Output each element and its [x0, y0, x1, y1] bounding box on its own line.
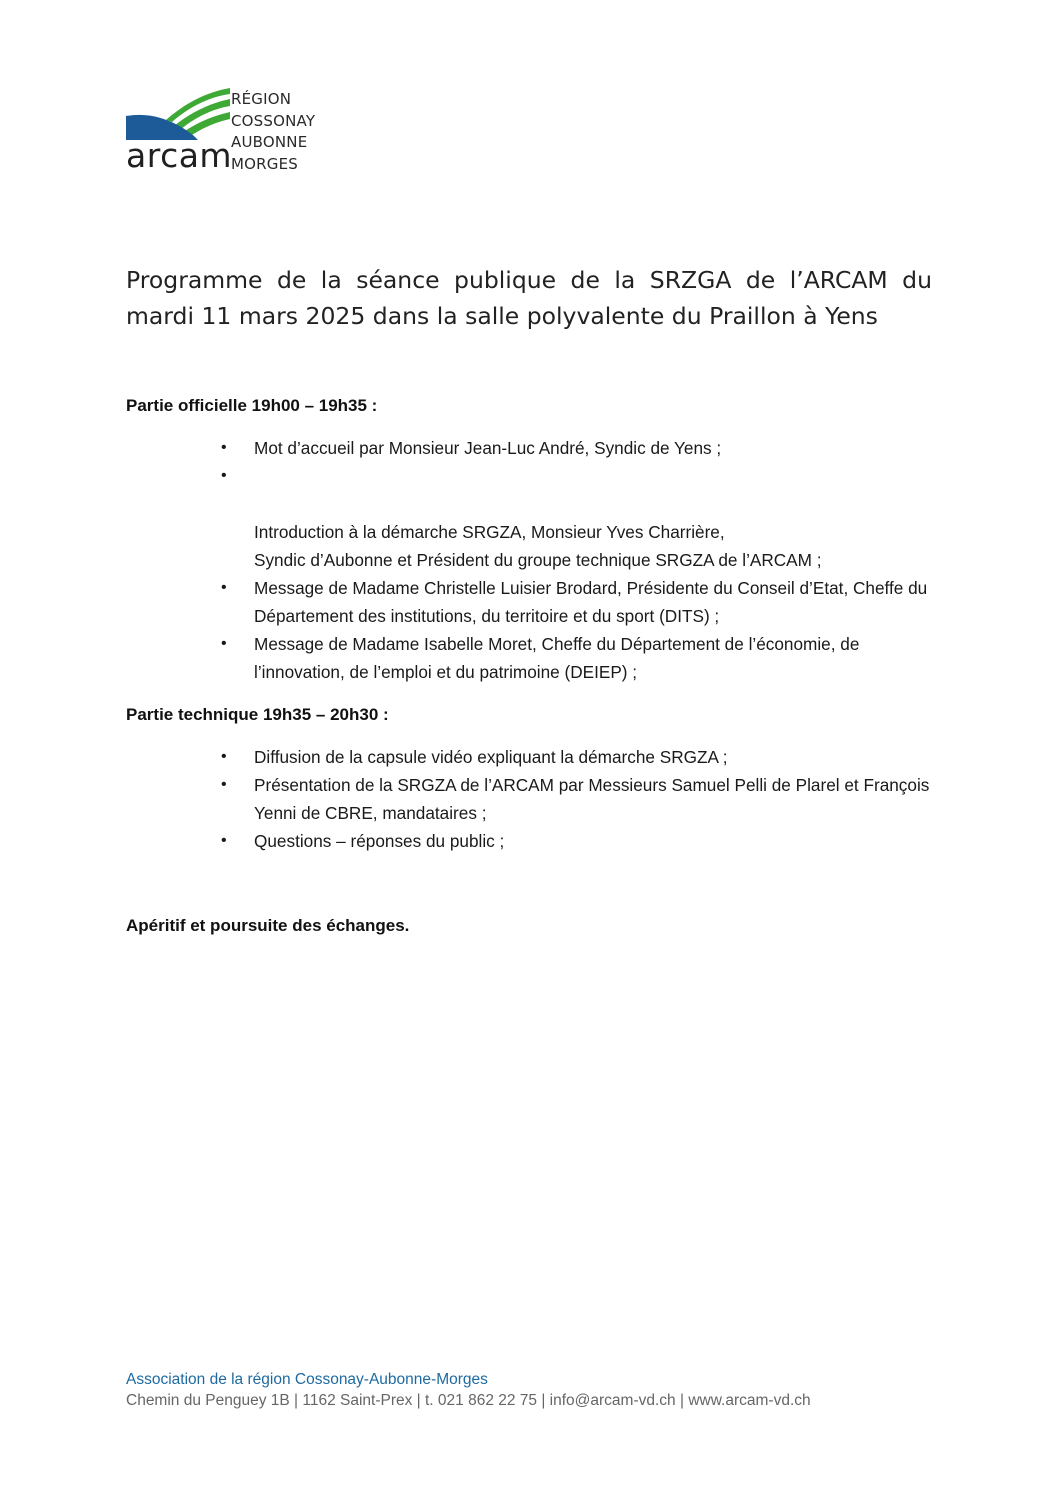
list-item [218, 827, 938, 855]
bullet-icon: • [221, 439, 227, 456]
technical-program-list [218, 743, 938, 855]
list-item [218, 630, 938, 686]
list-item-text: Message de Madame Christelle Luisier Brodard, Présidente du Conseil d’Etat, Cheffe du Département des institutions, du territoire et du sport (DITS) ; [254, 578, 928, 626]
bullet-icon: • [221, 776, 227, 793]
logo-region-line: MORGES [231, 154, 298, 173]
logo-region-line: COSSONAY [231, 111, 316, 130]
arcam-logo [126, 86, 356, 176]
bullet-icon: • [221, 635, 227, 652]
logo-wordmark: arcam [126, 136, 233, 175]
official-program-list [218, 434, 938, 686]
list-item-text: Présentation de la SRGZA de l’ARCAM par Messieurs Samuel Pelli de Plarel et François Yenni de CBRE, mandataires ; [254, 775, 930, 823]
list-item [218, 771, 938, 827]
list-item-text: Introduction à la démarche SRGZA, Monsieur Yves Charrière, Syndic d’Aubonne et Président du groupe technique SRGZA de l’ARCAM ; [254, 522, 822, 570]
list-item [218, 743, 938, 771]
list-item-text: Message de Madame Isabelle Moret, Cheffe du Département de l’économie, de l’innovation, de l’emploi et du patrimoine (DEIEP) ; [254, 634, 860, 682]
list-item-text: Questions – réponses du public ; [254, 831, 505, 851]
logo-region-line: AUBONNE [231, 133, 308, 151]
footer-association: Association de la région Cossonay-Aubonne-Morges [126, 1371, 488, 1388]
logo-region-line: RÉGION [231, 90, 292, 108]
bullet-icon: • [221, 579, 227, 596]
section-heading-official: Partie officielle 19h00 – 19h35 : [126, 396, 378, 415]
bullet-icon: • [221, 467, 227, 484]
list-item [218, 574, 938, 630]
list-item-text: Mot d’accueil par Monsieur Jean-Luc André, Syndic de Yens ; [254, 438, 722, 458]
footer-contact: Chemin du Penguey 1B | 1162 Saint-Prex | t. 021 862 22 75 | info@arcam-vd.ch | www.arcam-vd.ch [126, 1392, 811, 1409]
bullet-icon: • [221, 748, 227, 765]
document-title: Programme de la séance publique de la SRZGA de l’ARCAM du mardi 11 mars 2025 dans la salle polyvalente du Praillon à Yens [126, 266, 932, 330]
list-item-text: Diffusion de la capsule vidéo expliquant la démarche SRGZA ; [254, 747, 728, 767]
list-item [218, 434, 938, 462]
section-heading-technical: Partie technique 19h35 – 20h30 : [126, 705, 389, 724]
bullet-icon: • [221, 832, 227, 849]
list-item [218, 462, 938, 574]
logo-region-text [231, 89, 315, 175]
closing-line: Apéritif et poursuite des échanges. [126, 916, 410, 935]
footer [126, 1369, 811, 1411]
